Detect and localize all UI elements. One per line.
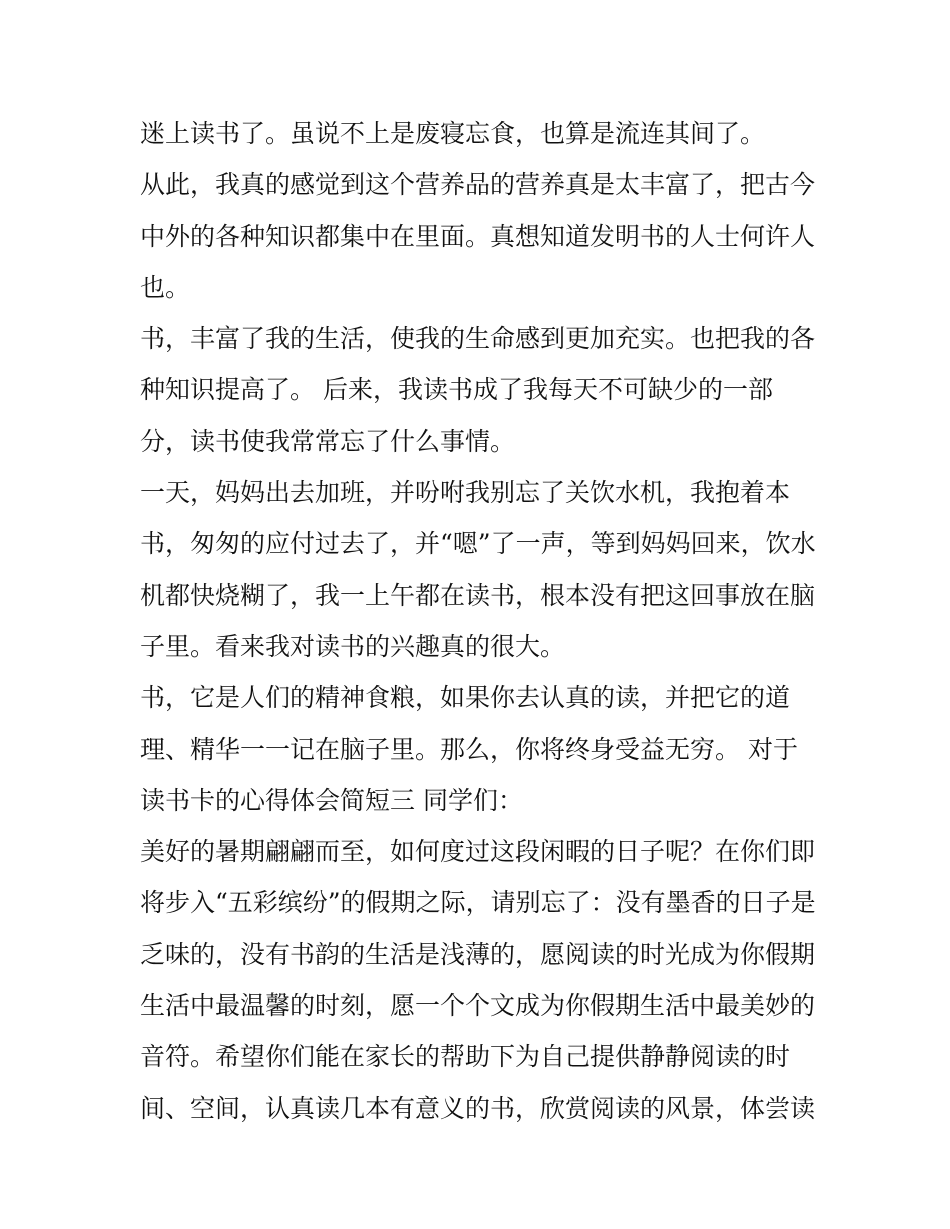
text-line: 中外的各种知识都集中在里面。真想知道发明书的人士何许人 [140, 221, 816, 251]
text-line: 间、空间，认真读几本有意义的书，欣赏阅读的风景，体尝读 [140, 1093, 816, 1123]
text-line: 读书卡的心得体会简短三 同学们： [140, 785, 523, 815]
text-line: 乏味的，没有书韵的生活是浅薄的，愿阅读的时光成为你假期 [140, 939, 816, 969]
text-line: 机都快烧糊了，我一上午都在读书，根本没有把这回事放在脑 [140, 580, 816, 610]
body-text [140, 108, 820, 1134]
text-line: 将步入“五彩缤纷”的假期之际，请别忘了：没有墨香的日子是 [140, 888, 816, 918]
text-line: 迷上读书了。虽说不上是废寝忘食，也算是流连其间了。 [140, 119, 766, 148]
text-line: 子里。看来我对读书的兴趣真的很大。 [140, 631, 566, 661]
text-line: 理、精华一一记在脑子里。那么，你将终身受益无穷。 对于 [140, 734, 798, 764]
text-line: 分，读书使我常常忘了什么事情。 [140, 426, 516, 456]
text-line: 音符。希望你们能在家长的帮助下为自己提供静静阅读的时 [140, 1042, 791, 1072]
text-line: 生活中最温馨的时刻，愿一个个文成为你假期生活中最美妙的 [140, 991, 816, 1021]
text-line: 美好的暑期翩翩而至，如何度过这段闲暇的日子呢？在你们即 [140, 837, 816, 867]
text-line: 从此，我真的感觉到这个营养品的营养真是太丰富了，把古今 [140, 170, 816, 200]
text-line: 一天，妈妈出去加班，并吩咐我别忘了关饮水机，我抱着本 [140, 478, 791, 508]
text-line: 种知识提高了。 后来，我读书成了我每天不可缺少的一部 [140, 375, 773, 405]
text-line: 书，它是人们的精神食粮，如果你去认真的读，并把它的道 [140, 683, 791, 713]
text-line: 书，匆匆的应付过去了，并“嗯”了一声，等到妈妈回来，饮水 [140, 529, 816, 559]
text-line: 书，丰富了我的生活，使我的生命感到更加充实。也把我的各 [140, 324, 816, 354]
text-line: 也。 [140, 272, 191, 302]
